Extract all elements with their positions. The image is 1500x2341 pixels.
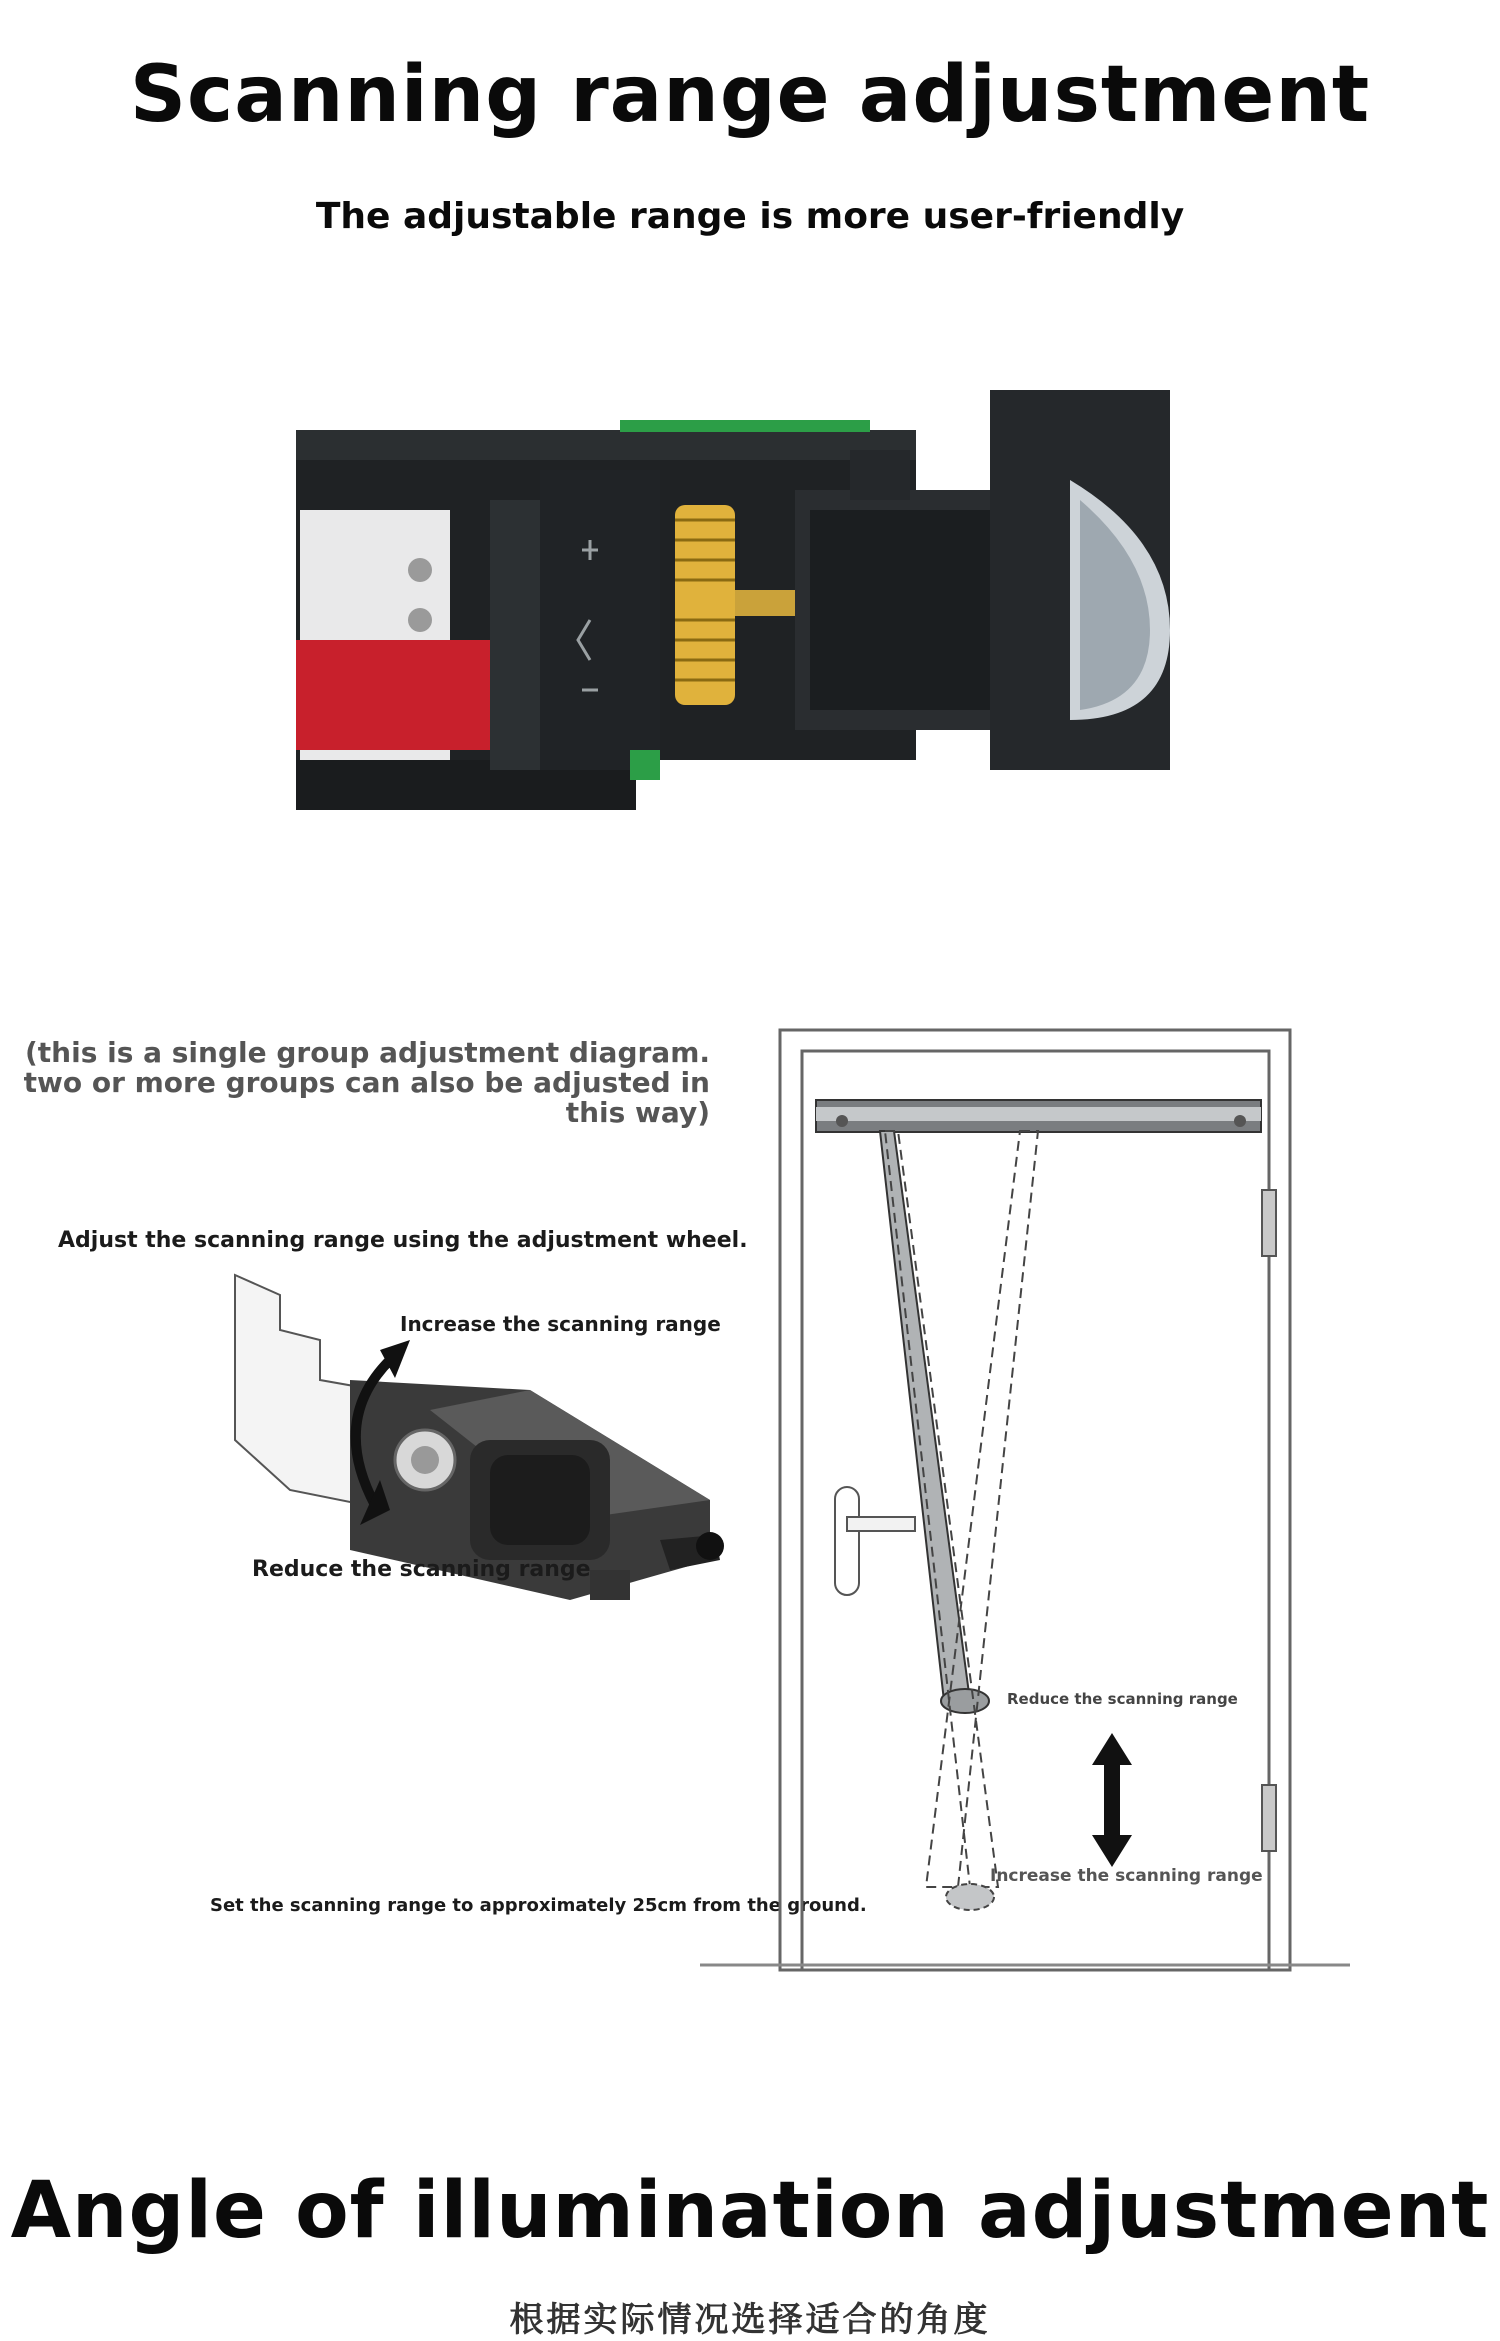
section-title: Scanning range adjustment [129, 50, 1371, 140]
increase-range-label: Increase the scanning range [400, 1312, 721, 1336]
section-subtitle: The adjustable range is more user-friendly [315, 196, 1185, 237]
door-diagram [700, 1025, 1350, 1975]
door-increase-range-label: Increase the scanning range [990, 1866, 1263, 1886]
sensor-module-photo [290, 390, 1170, 830]
ground-distance-note: Set the scanning range to approximately 25cm from the ground. [210, 1895, 867, 1916]
diagram-note: (this is a single group adjustment diagram. two or more groups can also be adjusted in this way) [23, 1036, 710, 1129]
adjust-instruction: Adjust the scanning range using the adjustment wheel. [58, 1228, 748, 1253]
reduce-range-label: Reduce the scanning range [252, 1557, 591, 1582]
door-reduce-range-label: Reduce the scanning range [1007, 1690, 1238, 1708]
section-title-2: Angle of illumination adjustment [10, 2166, 1490, 2256]
section-subtitle-2: 根据实际情况选择适合的角度 [509, 2300, 991, 2340]
